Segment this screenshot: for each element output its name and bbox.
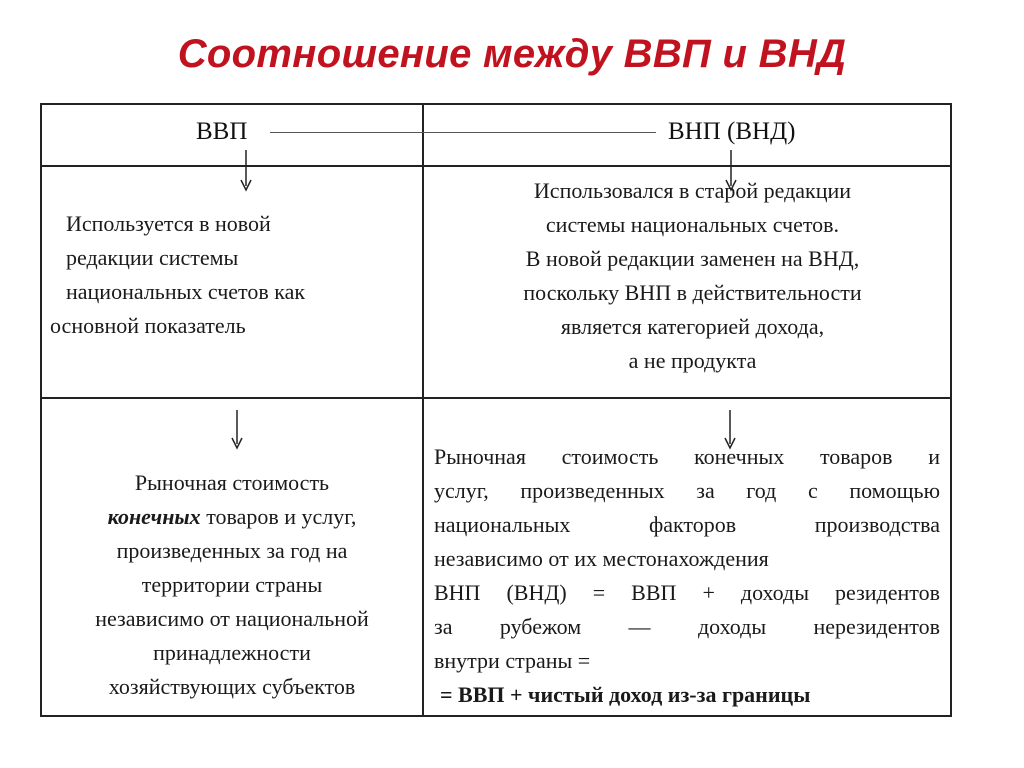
table-column-divider bbox=[422, 103, 424, 717]
header-connector-line bbox=[270, 132, 656, 133]
gdp-definition-text bbox=[44, 466, 420, 704]
text-line: независимо от национальной bbox=[95, 606, 369, 631]
header-gdp: ВВП bbox=[196, 118, 248, 145]
down-arrow-icon bbox=[238, 150, 254, 192]
text-fragment: товаров и услуг, bbox=[200, 504, 357, 529]
text-line: принадлежности bbox=[153, 640, 311, 665]
header-gnp-gni: ВНП (ВНД) bbox=[668, 118, 796, 145]
text-line: хозяйствующих субъектов bbox=[108, 674, 356, 699]
text-line: В новой редакции заменен на ВНД, bbox=[525, 246, 860, 271]
page-title: Соотношение между ВВП и ВНД bbox=[177, 32, 847, 76]
text-line: Рыночная стоимость конечных товаров и bbox=[434, 444, 940, 469]
gnp-definition-text bbox=[434, 440, 940, 712]
text-line: основной показатель bbox=[50, 313, 246, 338]
text-line: Использовался в старой редакции bbox=[533, 178, 852, 203]
table-border-bottom bbox=[40, 715, 952, 717]
table-border-right bbox=[950, 103, 952, 717]
gdp-usage-text bbox=[50, 207, 420, 343]
text-line: а не продукта bbox=[628, 348, 757, 373]
text-line: национальных счетов как bbox=[66, 279, 306, 304]
text-line: поскольку ВНП в действительности bbox=[523, 280, 862, 305]
text-line: независимо от их местонахождения bbox=[434, 546, 769, 571]
text-line: услуг, произведенных за год с помощью bbox=[434, 478, 940, 503]
gnp-usage-text bbox=[440, 174, 945, 378]
emphasis-final: конечных bbox=[107, 504, 201, 529]
text-line bbox=[44, 500, 420, 534]
down-arrow-icon bbox=[229, 410, 245, 450]
text-line: ВНП (ВНД) = ВВП + доходы резидентов bbox=[434, 580, 940, 605]
text-line: Используется в новой bbox=[66, 211, 271, 236]
text-line: является категорией дохода, bbox=[560, 314, 825, 339]
text-line: за рубежом — доходы нерезидентов bbox=[434, 614, 940, 639]
table-border-left bbox=[40, 103, 42, 717]
table-row-divider-2 bbox=[40, 397, 952, 399]
text-line: редакции системы bbox=[66, 245, 239, 270]
table-border-top bbox=[40, 103, 952, 105]
formula-line: = ВВП + чистый доход из-за границы bbox=[440, 682, 811, 707]
table-row-divider-1 bbox=[40, 165, 952, 167]
text-line: произведенных за год на bbox=[116, 538, 348, 563]
text-line: территории страны bbox=[141, 572, 323, 597]
text-line: системы национальных счетов. bbox=[545, 212, 840, 237]
text-line: Рыночная стоимость bbox=[134, 470, 330, 495]
text-line: внутри страны = bbox=[434, 648, 591, 673]
text-line: национальных факторов производства bbox=[434, 512, 940, 537]
